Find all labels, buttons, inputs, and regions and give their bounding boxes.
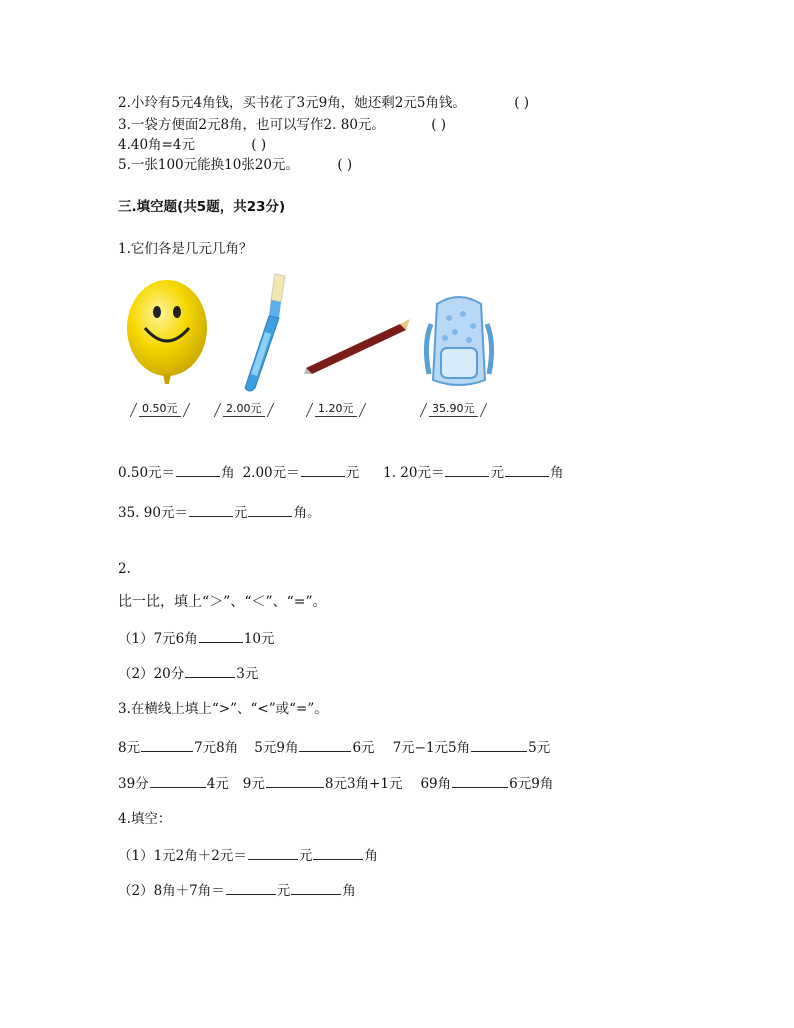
- question-title: 3.在横线上填上“>”、“<”或“=”。: [118, 701, 328, 717]
- unit-label: 角: [549, 465, 564, 481]
- unit-label: 角: [364, 848, 378, 864]
- unit-label: 角: [342, 883, 356, 899]
- price-tag: 1.20元: [315, 402, 357, 417]
- answer-blank[interactable]: [176, 462, 220, 477]
- answer-blank[interactable]: [248, 845, 298, 860]
- compare-right: 4元: [206, 776, 229, 792]
- price-tag: 0.50元: [139, 402, 181, 417]
- compare-left: 7元−1元5角: [392, 740, 471, 756]
- fill-row: [118, 880, 356, 900]
- compare-right: 5元: [528, 740, 551, 756]
- question-instruction: 比一比，填上“＞”、“＜”、“=”。: [118, 594, 327, 610]
- expression: （1）1元2角＋2元＝: [118, 848, 247, 864]
- balloon-icon: [123, 276, 213, 396]
- compare-right: 3元: [236, 666, 259, 682]
- answer-blank[interactable]: [189, 502, 233, 517]
- expression: 2.00元＝: [242, 465, 300, 481]
- unit-label: 元: [276, 883, 291, 899]
- answer-parens: ( ): [514, 95, 530, 111]
- unit-label: 角: [221, 465, 235, 481]
- fill-row: [118, 462, 563, 482]
- compare-right: 7元8角: [194, 740, 239, 756]
- compare-left: 39分: [118, 776, 149, 792]
- question-title: 4.填空：: [118, 811, 172, 827]
- answer-blank[interactable]: [301, 462, 345, 477]
- expression: （2）8角＋7角＝: [118, 883, 225, 899]
- unit-label: 角。: [293, 505, 321, 521]
- answer-parens: ( ): [337, 157, 353, 173]
- compare-row: [118, 737, 550, 757]
- answer-blank[interactable]: [185, 663, 235, 678]
- compare-right: 6元9角: [509, 776, 554, 792]
- question-text: 4.40角=4元: [118, 137, 195, 153]
- answer-blank[interactable]: [452, 773, 508, 788]
- answer-blank[interactable]: [150, 773, 206, 788]
- answer-parens: ( ): [251, 137, 267, 153]
- judgement-item: [118, 116, 446, 134]
- answer-blank[interactable]: [471, 737, 527, 752]
- compare-item: [118, 628, 274, 648]
- price-tag: 35.90元: [429, 402, 478, 417]
- compare-left: 8元: [118, 740, 141, 756]
- answer-blank[interactable]: [505, 462, 549, 477]
- question-text: 5.一张100元能换10张20元。: [118, 157, 300, 173]
- price-tag: 2.00元: [223, 402, 265, 417]
- compare-left: 69角: [420, 776, 452, 792]
- answer-blank[interactable]: [199, 628, 243, 643]
- unit-label: 元: [490, 465, 504, 481]
- expression: 0.50元＝: [118, 465, 176, 481]
- answer-blank[interactable]: [141, 737, 193, 752]
- question-text: 3.一袋方便面2元8角，也可以写作2. 80元。: [118, 117, 385, 133]
- question-number: 2.: [118, 561, 131, 577]
- judgement-item: [118, 94, 529, 112]
- question-text: 2.小玲有5元4角钱，买书花了3元9角，她还剩2元5角钱。: [118, 95, 466, 111]
- answer-blank[interactable]: [248, 502, 292, 517]
- question-title: 1.它们各是几元几角？: [118, 241, 253, 257]
- answer-blank[interactable]: [226, 880, 276, 895]
- compare-left: （2）20分: [118, 666, 185, 682]
- fill-row: [118, 502, 320, 522]
- compare-right: 6元: [352, 740, 375, 756]
- answer-blank[interactable]: [299, 737, 351, 752]
- fill-row: [118, 845, 378, 865]
- compare-right: 10元: [243, 631, 275, 647]
- answer-blank[interactable]: [313, 845, 363, 860]
- compare-row: [118, 773, 553, 793]
- unit-label: 元: [345, 465, 360, 481]
- answer-blank[interactable]: [291, 880, 341, 895]
- toothbrush-icon: [225, 272, 295, 397]
- unit-label: 元: [233, 505, 248, 521]
- price-picture: [117, 272, 497, 428]
- compare-right: 8元3角+1元: [324, 776, 403, 792]
- backpack-icon: [419, 294, 499, 394]
- judgement-item: [118, 136, 266, 154]
- pencil-icon: [302, 316, 412, 376]
- compare-left: 5元9角: [254, 740, 299, 756]
- answer-blank[interactable]: [266, 773, 324, 788]
- compare-item: [118, 663, 258, 683]
- answer-blank[interactable]: [445, 462, 489, 477]
- answer-parens: ( ): [431, 117, 447, 133]
- unit-label: 元: [298, 848, 313, 864]
- expression: 35. 90元＝: [118, 505, 188, 521]
- compare-left: （1）7元6角: [118, 631, 198, 647]
- section-title: 三.填空题(共5题，共23分): [118, 199, 286, 215]
- judgement-item: [118, 156, 352, 174]
- compare-left: 9元: [242, 776, 265, 792]
- expression: 1. 20元＝: [383, 465, 445, 481]
